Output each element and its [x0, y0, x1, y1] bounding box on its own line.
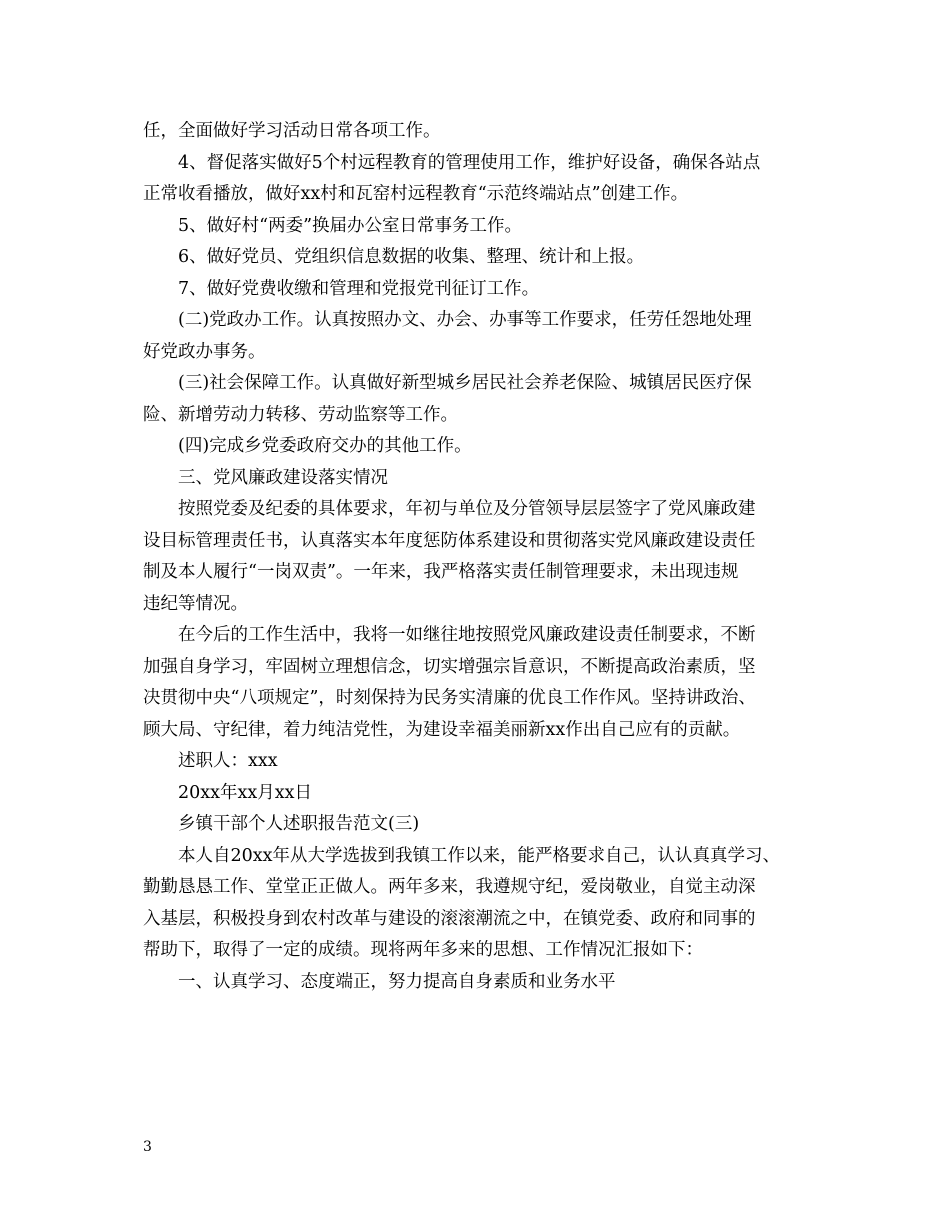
text-line: 按照党委及纪委的具体要求，年初与单位及分管领导层层签字了党风廉政建 — [178, 499, 756, 519]
text-line: 三、党风廉政建设落实情况 — [178, 467, 388, 488]
text-line: 4、督促落实做好5个村远程教育的管理使用工作，维护好设备，确保各站点 — [178, 152, 761, 173]
text-line: (三)社会保障工作。认真做好新型城乡居民社会养老保险、城镇居民医疗保 — [178, 373, 752, 393]
text-line: 违纪等情况。 — [143, 593, 248, 614]
text-line: 加强自身学习，牢固树立理想信念，切实增强宗旨意识，不断提高政治素质，坚 — [143, 656, 756, 677]
text-line: 在今后的工作生活中，我将一如继往地按照党风廉政建设责任制要求，不断 — [178, 625, 756, 645]
text-line: (四)完成乡党委政府交办的其他工作。 — [178, 436, 472, 456]
text-line: 制及本人履行“一岗双责”。一年来，我严格落实责任制管理要求，未出现违规 — [143, 562, 739, 582]
text-line: 顾大局、守纪律，着力纯洁党性，为建设幸福美丽新xx作出自己应有的贡献。 — [143, 719, 741, 740]
document-body — [143, 116, 823, 998]
text-line: 20xx年xx月xx日 — [178, 782, 312, 803]
text-line: 乡镇干部个人述职报告范文(三) — [178, 814, 420, 834]
text-line: 一、认真学习、态度端正，努力提高自身素质和业务水平 — [178, 971, 616, 992]
text-line: 帮助下，取得了一定的成绩。现将两年多来的思想、工作情况汇报如下： — [143, 940, 703, 960]
text-line: 述职人：xxx — [178, 751, 278, 771]
text-line: 勤勤恳恳工作、堂堂正正做人。两年多来，我遵规守纪，爱岗敬业，自觉主动深 — [143, 877, 756, 897]
text-line: 好党政办事务。 — [143, 341, 266, 362]
text-line: 7、做好党费收缴和管理和党报党刊征订工作。 — [178, 278, 540, 299]
text-line: (二)党政办工作。认真按照办文、办会、办事等工作要求，任劳任怨地处理 — [178, 310, 752, 330]
text-line: 正常收看播放，做好xx村和瓦窑村远程教育“示范终端站点”创建工作。 — [143, 184, 689, 204]
text-line: 5、做好村“两委”换届办公室日常事务工作。 — [178, 215, 523, 236]
text-line: 任，全面做好学习活动日常各项工作。 — [143, 121, 441, 141]
text-line: 本人自20xx年从大学选拔到我镇工作以来，能严格要求自己，认认真真学习、 — [178, 845, 781, 866]
text-line: 入基层，积极投身到农村改革与建设的滚滚潮流之中，在镇党委、政府和同事的 — [143, 908, 756, 929]
text-line: 决贯彻中央“八项规定”，时刻保持为民务实清廉的优良工作作风。坚持讲政治、 — [143, 688, 756, 708]
page-number: 3 — [143, 1139, 152, 1155]
text-line: 险、新增劳动力转移、劳动监察等工作。 — [143, 404, 458, 425]
text-line: 设目标管理责任书，认真落实本年度惩防体系建设和贯彻落实党风廉政建设责任 — [143, 530, 756, 551]
text-line: 6、做好党员、党组织信息数据的收集、整理、统计和上报。 — [178, 247, 645, 267]
